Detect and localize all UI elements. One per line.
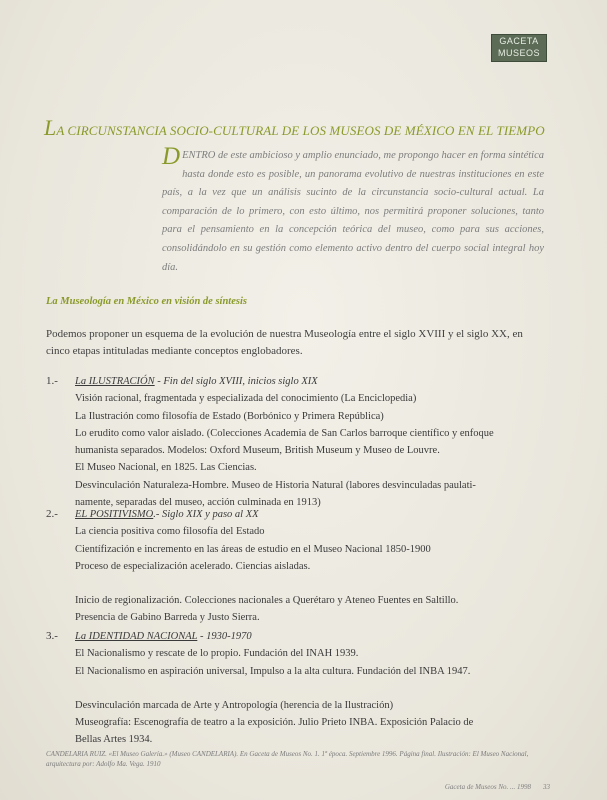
lead-paragraph: Podemos proponer un esquema de la evolución de nuestra Museología entre el siglo XVIII y el siglo XX, en cinco etapas intituladas mediante conceptos englobadores. — [46, 328, 523, 357]
footnote: CANDELARIA RUIZ. «El Museo Galería.» (Museo CANDELARIA). En Gaceta de Museos No. 1. 1ª época. Septiembre 1996. Página final. Ilustración: El Museo Nacional, arquitectura por: Adolfo Ma. Vega. 1910 — [46, 750, 529, 768]
stage-line: humanista separados. Modelos: Oxford Museum, British Museum y Museo de Louvre. — [75, 445, 440, 457]
stage-number: 2.- — [46, 508, 58, 520]
stage-period: - Fin del siglo XVIII, inicios siglo XIX — [154, 376, 318, 387]
title-initial: L — [44, 115, 57, 140]
stage-line: Lo erudito como valor aislado. (Colecciones Academia de San Carlos barroque científico y enfoque — [75, 427, 494, 439]
stage-line: Desvinculación Naturaleza-Hombre. Museo de Historia Natural (labores desvinculadas paulati- — [75, 479, 476, 491]
intro-text: ENTRO de este ambicioso y amplio enunciado, me propongo hacer en forma sintética hasta donde esto es posible, un panorama evolutivo de nuestras instituciones en este país, a la vez que un análisis sucinto de la circunstancia socio-cultural actual. La comparación de lo primero, con esto último, nos permitirá proponer soluciones, tanto para el pensamiento en la concepción teórica del museo, como para sus acciones, consolidándolo en su gestión como elemento activo dentro del cuerpo social integral hoy día. — [162, 150, 544, 273]
stage-line: El Museo Nacional, en 1825. Las Ciencias. — [75, 462, 257, 474]
stage-line: Museografía: Escenografía de teatro a la exposición. Julio Prieto INBA. Exposición Palacio de — [75, 717, 474, 729]
stage-spacer — [75, 575, 546, 592]
stage-number: 1.- — [46, 375, 58, 387]
stage-name: La ILUSTRACIÓN — [75, 376, 155, 387]
stage-name: La IDENTIDAD NACIONAL — [75, 631, 198, 642]
stage-line: La Ilustración como filosofía de Estado (Borbónico y Primera República) — [75, 410, 384, 422]
page-number: 33 — [543, 783, 550, 791]
stage-heading — [75, 506, 546, 523]
drop-cap: D — [162, 143, 181, 170]
footer-text: Gaceta de Museos No. ... 1998 — [444, 783, 531, 791]
article-title — [44, 115, 564, 141]
stage-spacer — [75, 680, 546, 697]
stage-name: EL POSITIVISMO — [75, 509, 154, 520]
stage-line: Científización e incremento en las áreas de estudio en el Museo Nacional 1850-1900 — [75, 543, 431, 555]
stage-period: - 1930-1970 — [197, 631, 252, 642]
page-footer — [380, 783, 550, 791]
stage-line: La ciencia positiva como filosofía del Estado — [75, 526, 265, 538]
logo-line-2: MUSEOS — [497, 48, 540, 58]
gaceta-museos-logo — [491, 34, 547, 62]
stage-line: Bellas Artes 1934. — [75, 734, 153, 746]
stage-line: Presencia de Gabino Barreda y Justo Sierra. — [75, 612, 260, 624]
stage-line: El Nacionalismo y rescate de lo propio. Fundación del INAH 1939. — [75, 648, 359, 660]
title-text: A CIRCUNSTANCIA SOCIO-CULTURAL DE LOS MUSEOS DE MÉXICO EN EL TIEMPO — [56, 123, 545, 138]
logo-line-1: GACETA — [499, 36, 539, 46]
stage-line: El Nacionalismo en aspiración universal, Impulso a la alta cultura. Fundación del INBA 1947. — [75, 665, 471, 677]
stage-heading — [75, 628, 546, 645]
stage-line: Desvinculación marcada de Arte y Antropología (herencia de la Ilustración) — [75, 699, 394, 711]
stage-line: Inicio de regionalización. Colecciones nacionales a Querétaro y Ateneo Fuentes en Saltillo. — [75, 595, 459, 607]
section-heading: La Museología en México en visión de síntesis — [46, 296, 247, 307]
stage-number: 3.- — [46, 630, 58, 642]
stage-period: .- Siglo XIX y paso al XX — [153, 509, 259, 520]
stage-line: Proceso de especialización acelerado. Ciencias aisladas. — [75, 560, 311, 572]
stage-line: Visión racional, fragmentada y especializada del conocimiento (La Enciclopedia) — [75, 393, 417, 405]
stage-line: namente, separadas del museo, acción culminada en 1913) — [75, 497, 321, 509]
stage-heading — [75, 373, 546, 390]
intro-paragraph — [162, 143, 544, 277]
